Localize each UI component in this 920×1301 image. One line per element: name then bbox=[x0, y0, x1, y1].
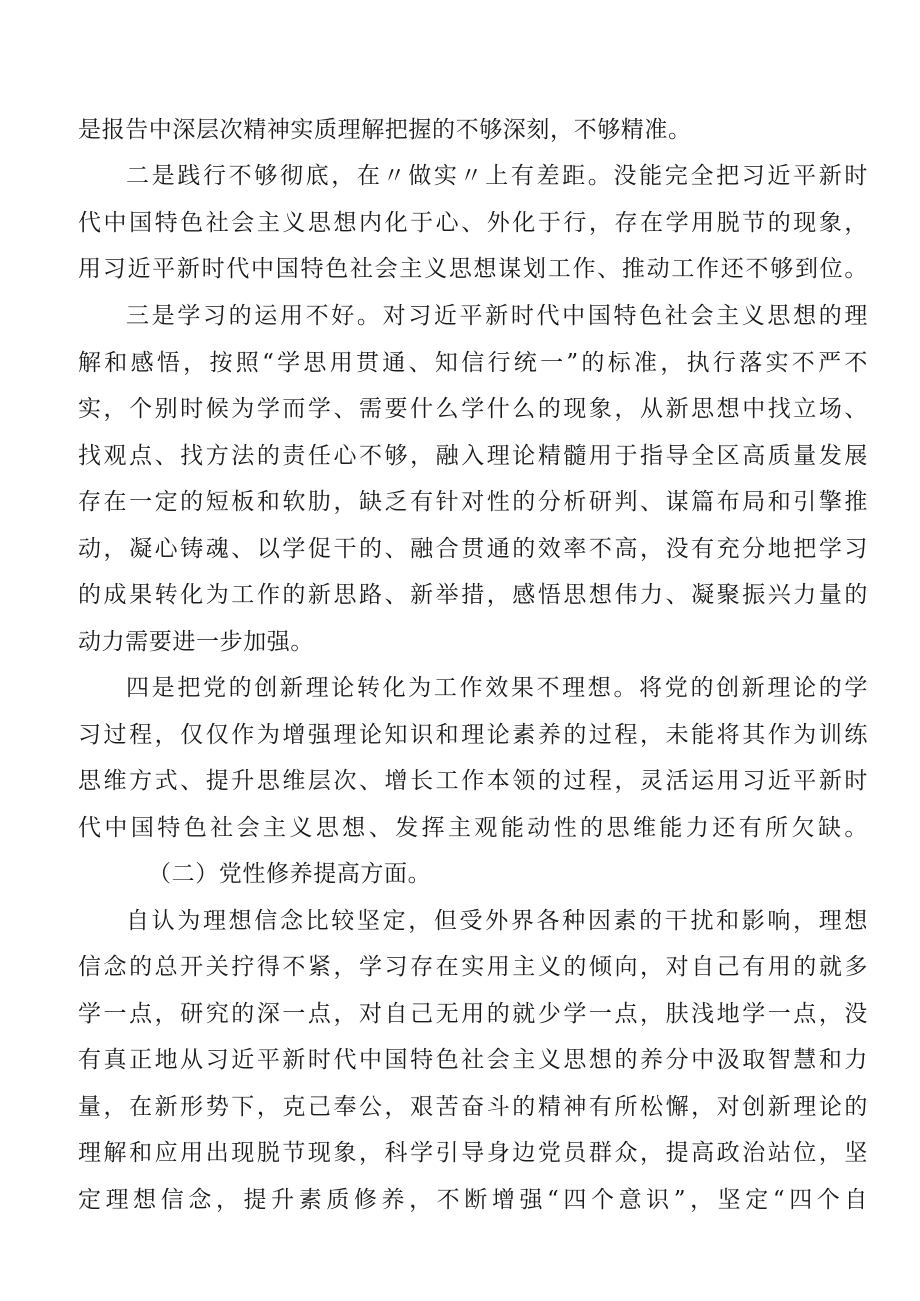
text-line: 代中国特色社会主义思想内化于心、外化于行，存在学用脱节的现象， bbox=[78, 210, 868, 236]
paragraph-start-line: 二是践行不够彻底，在〃做实〃上有差距。没能完全把习近平新时 bbox=[126, 163, 868, 189]
text-line: 的成果转化为工作的新思路、新举措，感悟思想伟力、凝聚振兴力量的 bbox=[78, 582, 868, 608]
text-line: 解和感悟，按照“学思用贯通、知信行统一”的标准，执行落实不严不 bbox=[78, 350, 868, 376]
section-heading: （二）党性修养提高方面。 bbox=[148, 861, 432, 887]
text-line: 动力需要进一步加强。 bbox=[78, 629, 314, 655]
text-line: 有真正地从习近平新时代中国特色社会主义思想的养分中汲取智慧和力 bbox=[78, 1047, 868, 1073]
text-line: 定理想信念，提升素质修养，不断增强“四个意识”，坚定“四个自 bbox=[78, 1187, 868, 1213]
text-line: 量，在新形势下，克己奉公，艰苦奋斗的精神有所松懈，对创新理论的 bbox=[78, 1094, 868, 1120]
text-line: 习过程，仅仅作为增强理论知识和理论素养的过程，未能将其作为训练 bbox=[78, 722, 868, 748]
text-line: 找观点、找方法的责任心不够，融入理论精髓用于指导全区高质量发展 bbox=[78, 443, 868, 469]
paragraph-start-line: 自认为理想信念比较坚定，但受外界各种因素的干扰和影响，理想 bbox=[126, 908, 868, 934]
text-line: 思维方式、提升思维层次、增长工作本领的过程，灵活运用习近平新时 bbox=[78, 768, 868, 794]
text-line: 实，个别时候为学而学、需要什么学什么的现象，从新思想中找立场、 bbox=[78, 396, 868, 422]
paragraph-start-line: 四是把党的创新理论转化为工作效果不理想。将党的创新理论的学 bbox=[126, 675, 868, 701]
text-line: 动，凝心铸魂、以学促干的、融合贯通的效率不高，没有充分地把学习 bbox=[78, 536, 868, 562]
text-line: 信念的总开关拧得不紧，学习存在实用主义的倾向，对自己有用的就多 bbox=[78, 954, 868, 980]
text-line: 代中国特色社会主义思想、发挥主观能动性的思维能力还有所欠缺。 bbox=[78, 815, 868, 841]
text-line: 用习近平新时代中国特色社会主义思想谋划工作、推动工作还不够到位。 bbox=[78, 256, 868, 282]
text-line: 存在一定的短板和软肋，缺乏有针对性的分析研判、谋篇布局和引擎推 bbox=[78, 489, 868, 515]
text-line: 理解和应用出现脱节现象，科学引导身边党员群众，提高政治站位，坚 bbox=[78, 1140, 868, 1166]
text-line: 是报告中深层次精神实质理解把握的不够深刻，不够精准。 bbox=[78, 117, 692, 143]
paragraph-start-line: 三是学习的运用不好。对习近平新时代中国特色社会主义思想的理 bbox=[126, 303, 868, 329]
text-line: 学一点，研究的深一点，对自己无用的就少学一点，肤浅地学一点，没 bbox=[78, 1001, 868, 1027]
